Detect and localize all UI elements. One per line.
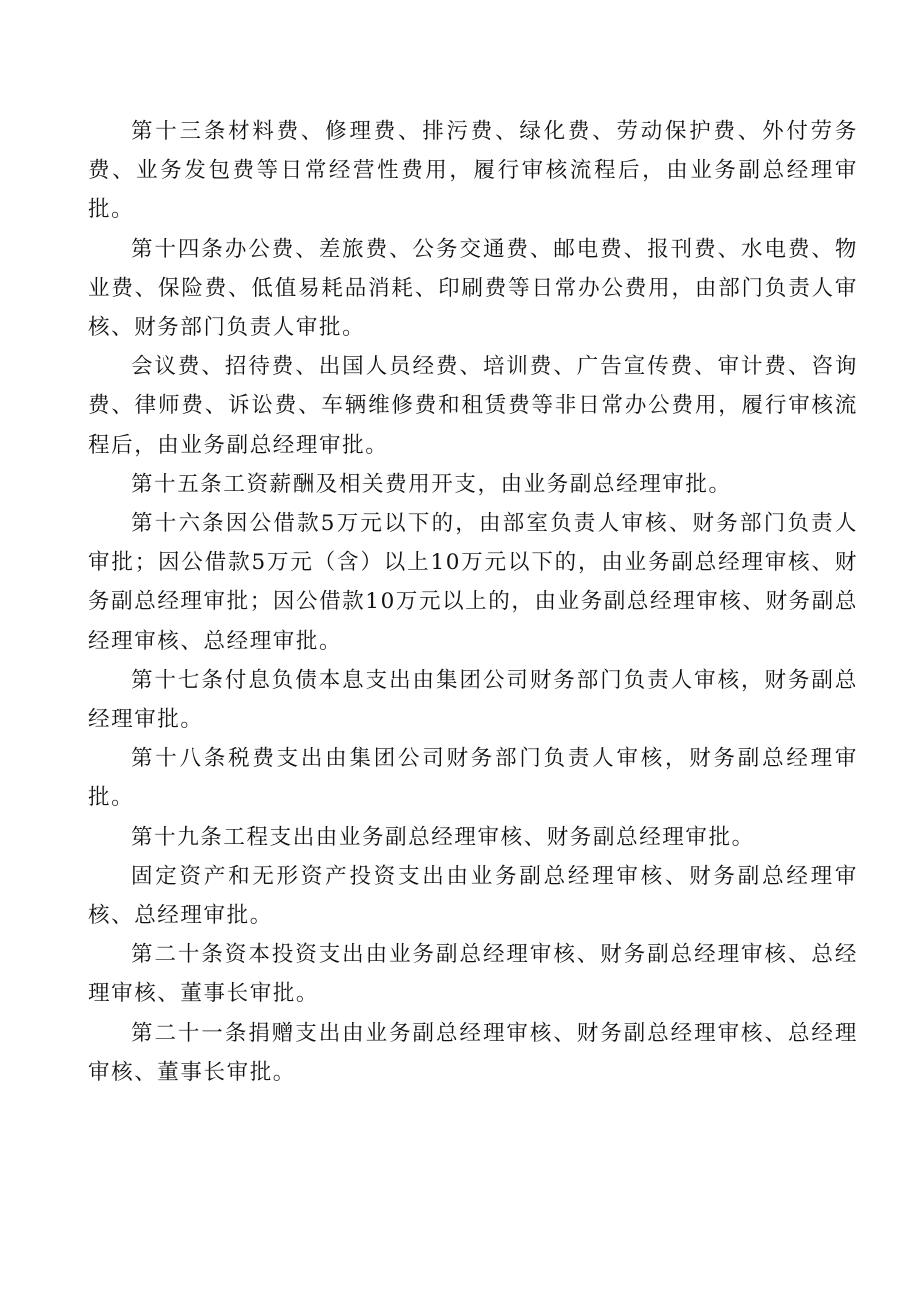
paragraph-article-13: 第十三条材料费、修理费、排污费、绿化费、劳动保护费、外付劳务费、业务发包费等日常经营性费用，履行审核流程后，由业务副总经理审批。 — [88, 119, 858, 223]
paragraph-article-17: 第十七条付息负债本息支出由集团公司财务部门负责人审核，财务副总经理审批。 — [88, 667, 858, 733]
document-body — [88, 112, 858, 1092]
paragraph-article-15: 第十五条工资薪酬及相关费用开支，由业务副总经理审批。 — [131, 471, 732, 497]
paragraph-article-14: 第十四条办公费、差旅费、公务交通费、邮电费、报刊费、水电费、物业费、保险费、低值易耗品消耗、印刷费等日常办公费用，由部门负责人审核、财务部门负责人审批。 — [88, 236, 858, 341]
paragraph-article-18: 第十八条税费支出由集团公司财务部门负责人审核，财务副总经理审批。 — [88, 746, 858, 811]
paragraph-non-routine-office-expenses: 会议费、招待费、出国人员经费、培训费、广告宣传费、审计费、咨询费、律师费、诉讼费、车辆维修费和租赁费等非日常办公费用，履行审核流程后，由业务副总经理审批。 — [88, 354, 858, 458]
paragraph-article-16: 第十六条因公借款5万元以下的，由部室负责人审核、财务部门负责人审批；因公借款5万元（含）以上10万元以下的，由业务副总经理审核、财务副总经理审批；因公借款10万元以上的，由业务副总经理审核、财务副总经理审核、总经理审批。 — [88, 511, 858, 654]
paragraph-article-21: 第二十一条捐赠支出由业务副总经理审核、财务副总经理审核、总经理审核、董事长审批。 — [88, 1020, 858, 1085]
paragraph-fixed-intangible-assets: 固定资产和无形资产投资支出由业务副总经理审核、财务副总经理审核、总经理审批。 — [88, 863, 858, 929]
paragraph-article-20: 第二十条资本投资支出由业务副总经理审核、财务副总经理审核、总经理审核、董事长审批。 — [88, 942, 858, 1007]
paragraph-article-19: 第十九条工程支出由业务副总经理审核、财务副总经理审批。 — [131, 824, 755, 850]
